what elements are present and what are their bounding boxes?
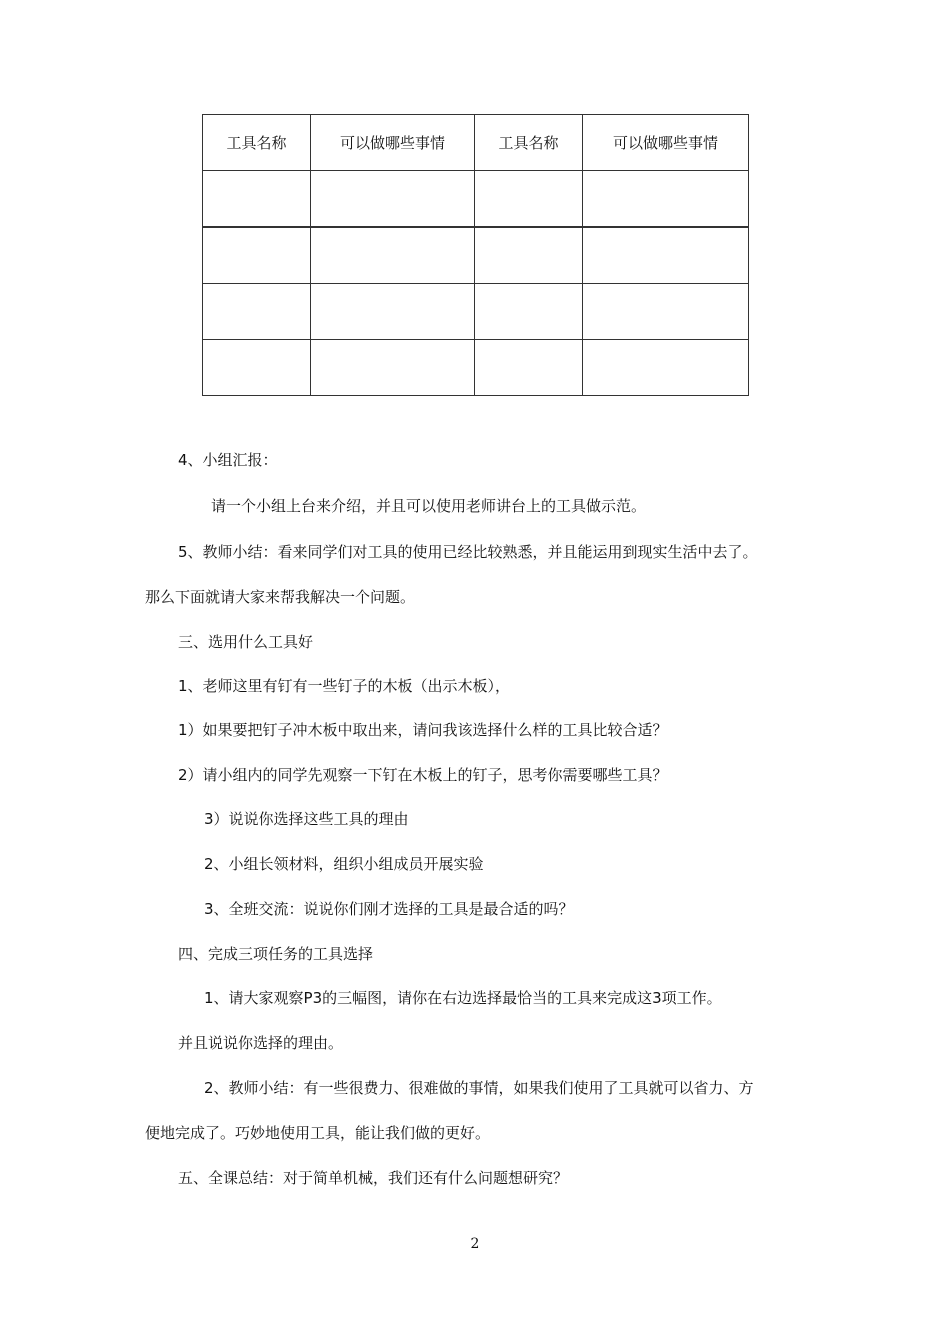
- section-4-item-2: 2、教师小结：有一些很费力、很难做的事情，如果我们使用了工具就可以省力、方: [204, 1079, 754, 1097]
- section-3-item-3: 3、全班交流：说说你们刚才选择的工具是最合适的吗？: [204, 900, 574, 918]
- step-5-continuation: 那么下面就请大家来帮我解决一个问题。: [145, 588, 416, 606]
- section-3-sub-3: 3）说说你选择这些工具的理由: [204, 810, 409, 828]
- table-cell: [475, 171, 583, 228]
- section-5-heading: 五、全课总结：对于简单机械，我们还有什么问题想研究？: [178, 1169, 569, 1187]
- section-4-item-2-continuation: 便地完成了。巧妙地使用工具，能让我们做的更好。: [145, 1124, 491, 1142]
- page-number: 2: [470, 1236, 480, 1252]
- section-3-item-1: 1、老师这里有钉有一些钉子的木板（出示木板），: [178, 677, 511, 695]
- table-cell: [311, 340, 475, 396]
- step-5-summary: 5、教师小结：看来同学们对工具的使用已经比较熟悉，并且能运用到现实生活中去了。: [178, 543, 758, 561]
- table-cell: [583, 171, 749, 228]
- header-tool-name-2: 工具名称: [475, 115, 583, 171]
- header-uses-2: 可以做哪些事情: [583, 115, 749, 171]
- table-cell: [475, 284, 583, 340]
- table-cell: [583, 227, 749, 284]
- section-3-heading: 三、选用什么工具好: [178, 633, 314, 651]
- table-cell: [203, 284, 311, 340]
- table-cell: [311, 284, 475, 340]
- tool-table: [202, 114, 749, 396]
- section-3-sub-1: 1）如果要把钉子冲木板中取出来，请问我该选择什么样的工具比较合适？: [178, 721, 668, 739]
- table-cell: [475, 340, 583, 396]
- section-3-item-2: 2、小组长领材料，组织小组成员开展实验: [204, 855, 484, 873]
- header-tool-name-1: 工具名称: [203, 115, 311, 171]
- table-cell: [203, 227, 311, 284]
- table-header-row: [203, 115, 749, 171]
- table-cell: [475, 227, 583, 284]
- step-4-heading: 4、小组汇报：: [178, 451, 278, 469]
- table-cell: [203, 171, 311, 228]
- header-uses-1: 可以做哪些事情: [311, 115, 475, 171]
- table-row: [203, 284, 749, 340]
- section-4-item-1-continuation: 并且说说你选择的理由。: [178, 1034, 344, 1052]
- step-4-detail: 请一个小组上台来介绍，并且可以使用老师讲台上的工具做示范。: [211, 497, 647, 515]
- table-row: [203, 340, 749, 396]
- section-3-sub-2: 2）请小组内的同学先观察一下钉在木板上的钉子，思考你需要哪些工具？: [178, 766, 668, 784]
- section-4-heading: 四、完成三项任务的工具选择: [178, 945, 374, 963]
- table-cell: [203, 340, 311, 396]
- section-4-item-1: 1、请大家观察P3的三幅图，请你在右边选择最恰当的工具来完成这3项工作。: [204, 989, 722, 1007]
- table-row: [203, 227, 749, 284]
- table-cell: [311, 227, 475, 284]
- table-cell: [583, 284, 749, 340]
- table-row: [203, 171, 749, 228]
- table-cell: [311, 171, 475, 228]
- table-cell: [583, 340, 749, 396]
